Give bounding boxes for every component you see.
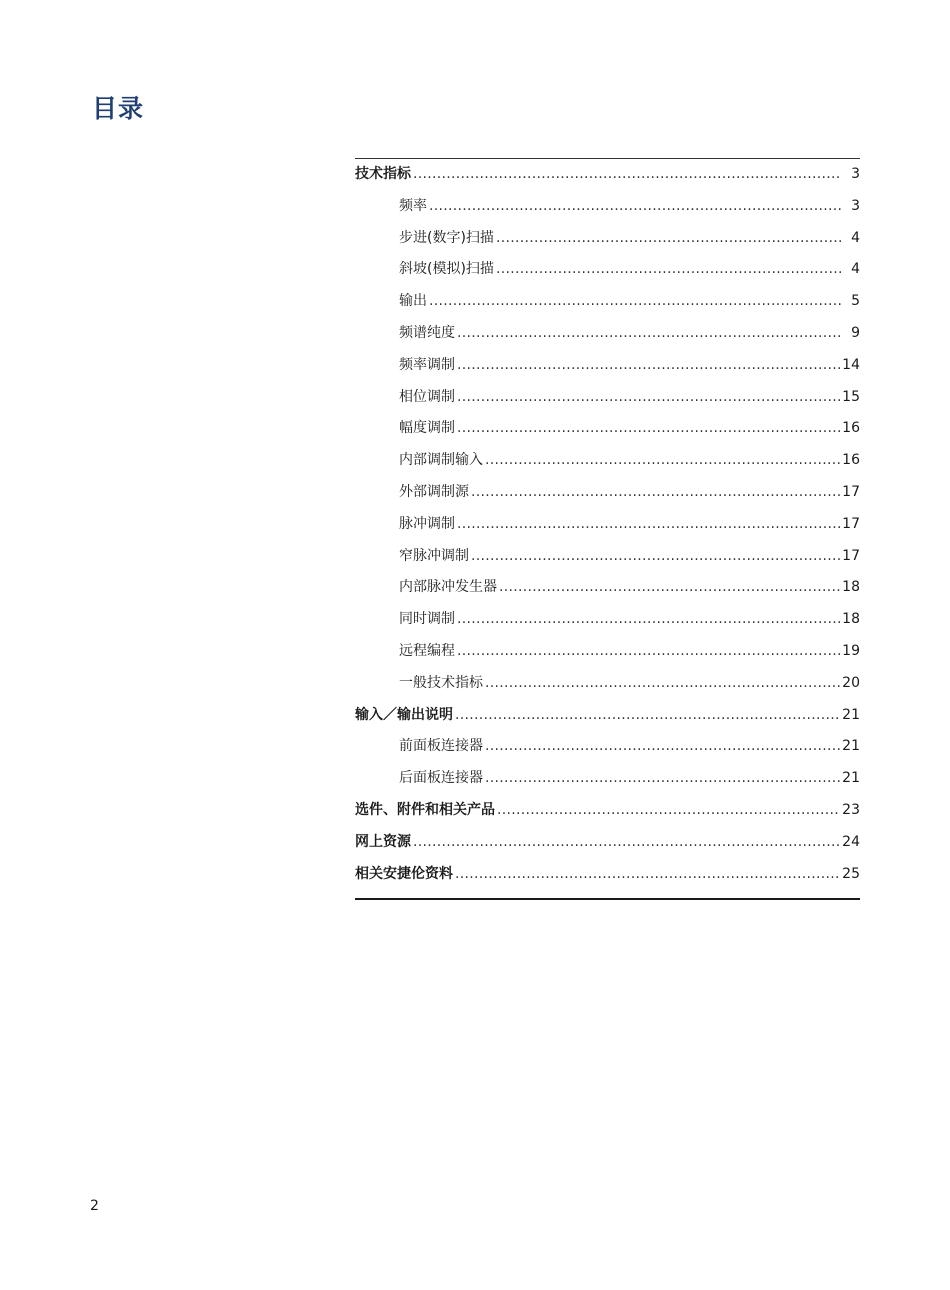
toc-dot-leader [485,731,840,763]
toc-entry-page-number: 16 [842,452,860,469]
toc-entry-page-number: 24 [842,833,860,850]
toc-entry-label: 输出 [399,293,427,310]
toc-entry-page-number: 25 [842,865,860,882]
toc-entry-label: 选件、附件和相关产品 [355,801,495,818]
toc-entry-page-number: 9 [851,324,860,341]
toc-entry-label: 相位调制 [399,388,455,405]
table-of-contents [355,158,860,900]
toc-entry-label: 步进(数字)扫描 [399,229,494,246]
toc-dot-leader [457,350,840,382]
toc-entry-label: 后面板连接器 [399,770,483,787]
toc-entry-page-number: 3 [851,166,860,182]
toc-subsection-entry[interactable] [355,254,860,286]
toc-entry-page-number: 17 [842,483,860,500]
toc-entry-page-number: 17 [842,547,860,564]
toc-entry-label: 频率调制 [399,356,455,373]
toc-entry-label: 输入／输出说明 [355,706,453,723]
toc-subsection-entry[interactable] [355,413,860,445]
toc-entry-label: 幅度调制 [399,420,455,437]
toc-dot-leader [471,477,840,509]
toc-entry-page-number: 15 [842,388,860,405]
toc-subsection-entry[interactable] [355,572,860,604]
toc-entry-label: 窄脉冲调制 [399,547,469,564]
toc-entry-label: 远程编程 [399,642,455,659]
toc-entry-page-number: 14 [842,356,860,373]
toc-dot-leader [457,382,840,414]
toc-section-entry[interactable] [355,795,860,827]
toc-entry-page-number: 21 [842,770,860,787]
toc-entry-page-number: 23 [842,801,860,818]
toc-entry-page-number: 17 [842,515,860,532]
toc-dot-leader [455,859,840,891]
toc-entry-label: 一般技术指标 [399,674,483,691]
toc-entry-page-number: 4 [851,261,860,278]
toc-dot-leader [457,509,840,541]
toc-section-entry[interactable] [355,159,860,191]
toc-entry-page-number: 21 [842,738,860,755]
toc-entry-label: 技术指标 [355,166,411,182]
toc-dot-leader [457,604,840,636]
toc-entry-label: 频谱纯度 [399,324,455,341]
toc-subsection-entry[interactable] [355,382,860,414]
toc-subsection-entry[interactable] [355,763,860,795]
page-title: 目录 [92,94,145,123]
toc-list [355,159,860,890]
toc-dot-leader [457,413,840,445]
toc-entry-label: 同时调制 [399,611,455,628]
toc-entry-page-number: 4 [851,229,860,246]
toc-dot-leader [413,159,842,191]
toc-dot-leader [499,572,840,604]
toc-subsection-entry[interactable] [355,509,860,541]
toc-entry-label: 前面板连接器 [399,738,483,755]
toc-dot-leader [471,541,840,573]
toc-dot-leader [457,636,840,668]
toc-dot-leader [457,318,842,350]
toc-subsection-entry[interactable] [355,541,860,573]
page-number: 2 [90,1198,99,1214]
toc-entry-label: 脉冲调制 [399,515,455,532]
toc-entry-page-number: 18 [842,579,860,596]
toc-subsection-entry[interactable] [355,604,860,636]
toc-dot-leader [496,254,842,286]
toc-dot-leader [429,286,842,318]
toc-subsection-entry[interactable] [355,318,860,350]
toc-subsection-entry[interactable] [355,223,860,255]
toc-subsection-entry[interactable] [355,286,860,318]
toc-subsection-entry[interactable] [355,668,860,700]
toc-subsection-entry[interactable] [355,636,860,668]
toc-subsection-entry[interactable] [355,191,860,223]
toc-section-entry[interactable] [355,859,860,891]
toc-entry-label: 内部调制输入 [399,452,483,469]
toc-dot-leader [496,223,842,255]
toc-entry-page-number: 3 [851,197,860,214]
toc-dot-leader [429,191,842,223]
toc-dot-leader [485,668,840,700]
toc-entry-label: 斜坡(模拟)扫描 [399,261,494,278]
toc-subsection-entry[interactable] [355,477,860,509]
toc-entry-page-number: 16 [842,420,860,437]
toc-entry-label: 外部调制源 [399,483,469,500]
toc-entry-page-number: 19 [842,642,860,659]
toc-entry-label: 内部脉冲发生器 [399,579,497,596]
toc-subsection-entry[interactable] [355,731,860,763]
toc-subsection-entry[interactable] [355,350,860,382]
toc-entry-page-number: 21 [842,706,860,723]
toc-section-entry[interactable] [355,827,860,859]
toc-entry-label: 频率 [399,197,427,214]
toc-entry-label: 网上资源 [355,833,411,850]
toc-entry-page-number: 5 [851,293,860,310]
toc-dot-leader [485,763,840,795]
toc-section-entry[interactable] [355,700,860,732]
toc-dot-leader [485,445,840,477]
toc-entry-page-number: 20 [842,674,860,691]
toc-entry-label: 相关安捷伦资料 [355,865,453,882]
toc-entry-page-number: 18 [842,611,860,628]
toc-dot-leader [455,700,840,732]
toc-subsection-entry[interactable] [355,445,860,477]
toc-dot-leader [497,795,840,827]
toc-dot-leader [413,827,840,859]
